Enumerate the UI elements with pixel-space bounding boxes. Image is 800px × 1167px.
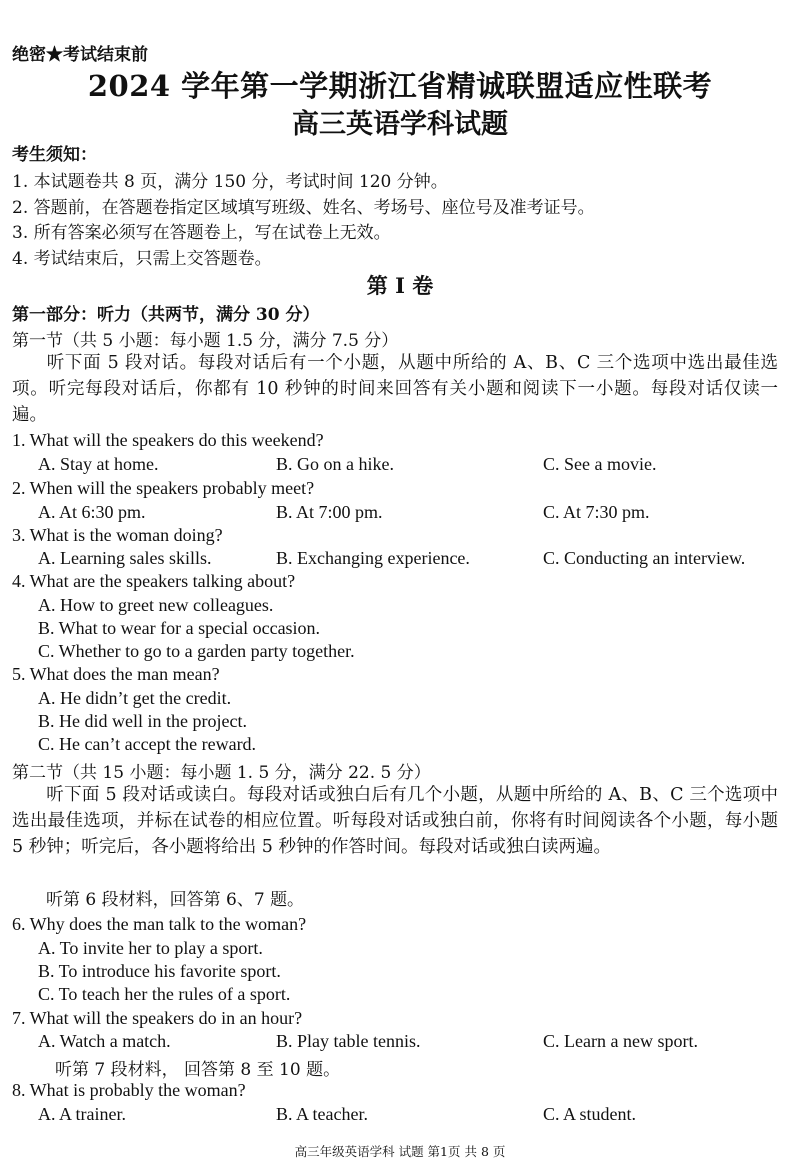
option-b: B. At 7:00 pm. [276, 502, 383, 522]
option-a: A. He didn’t get the credit. [38, 688, 232, 708]
note-item: 4. 考试结束后，只需上交答题卷。 [12, 249, 272, 269]
option-c: C. See a movie. [543, 454, 657, 474]
note-item: 1. 本试题卷共 8 页，满分 150 分，考试时间 120 分钟。 [12, 172, 448, 192]
option-b: B. What to wear for a special occasion. [38, 618, 321, 638]
option-a: A. Stay at home. [38, 454, 159, 474]
option-a: A. How to greet new colleagues. [38, 595, 274, 615]
confidential-mark: 绝密★考试结束前 [12, 45, 148, 65]
section2-heading: 第二节（共 15 小题：每小题 1. 5 分，满分 22. 5 分） [12, 763, 431, 783]
note-item: 2. 答题前，在答题卷指定区域填写班级、姓名、考场号、座位号及准考证号。 [12, 198, 595, 218]
option-b: B. Go on a hike. [276, 454, 394, 474]
option-c: C. He can’t accept the reward. [38, 734, 257, 754]
option-c: C. To teach her the rules of a sport. [38, 984, 291, 1004]
option-c: C. At 7:30 pm. [543, 502, 650, 522]
exam-title: 2024 学年第一学期浙江省精诚联盟适应性联考 [87, 69, 713, 103]
question-stem: 6. Why does the man talk to the woman? [12, 914, 307, 934]
option-c: C. Whether to go to a garden party together. [38, 641, 355, 661]
option-b: B. Exchanging experience. [276, 548, 470, 568]
question-stem: 4. What are the speakers talking about? [12, 571, 296, 591]
option-a: A. Watch a match. [38, 1031, 171, 1051]
option-b: B. To introduce his favorite sport. [38, 961, 281, 981]
option-c: C. Learn a new sport. [543, 1031, 698, 1051]
question-stem: 3. What is the woman doing? [12, 525, 223, 545]
option-b: B. He did well in the project. [38, 711, 247, 731]
volume-heading: 第 I 卷 [366, 273, 434, 298]
exam-subtitle: 高三英语学科试题 [292, 109, 508, 140]
note-item: 3. 所有答案必须写在答题卷上，写在试卷上无效。 [12, 223, 391, 243]
question-stem: 5. What does the man mean? [12, 664, 220, 684]
option-a: A. To invite her to play a sport. [38, 938, 263, 958]
section1-instructions: 听下面 5 段对话。每段对话后有一个小题，从题中所给的 A、B、C 三个选项中选出最佳选项。听完每段对话后，你都有 10 秒钟的时间来回答有关小题和阅读下一小题。每段对话仅读一遍。 [12, 353, 778, 425]
question-stem: 7. What will the speakers do in an hour? [12, 1008, 303, 1028]
section2-instructions: 听下面 5 段对话或读白。每段对话或独白后有几个小题，从题中所给的 A、B、C 三个选项中选出最佳选项，并标在试卷的相应位置。听每段对话或独白前，你将有时间阅读各个小题，每小题 5 秒钟；听完后，各小题将给出 5 秒钟的作答时间。每段对话或独白读两遍。 [12, 785, 778, 857]
page-footer: 高三年级英语学科 试题 第1页 共 8 页 [294, 1144, 506, 1159]
option-c: C. A student. [543, 1104, 637, 1124]
option-a: A. A trainer. [38, 1104, 126, 1124]
question-stem: 2. When will the speakers probably meet? [12, 478, 315, 498]
option-b: B. A teacher. [276, 1104, 368, 1124]
option-a: A. Learning sales skills. [38, 548, 212, 568]
option-a: A. At 6:30 pm. [38, 502, 146, 522]
part1-heading: 第一部分：听力（共两节，满分 30 分） [12, 305, 320, 325]
question-stem: 8. What is probably the woman? [12, 1080, 246, 1100]
notes-heading: 考生须知： [12, 145, 97, 165]
material-6-note: 听第 6 段材料，回答第 6、7 题。 [46, 890, 305, 910]
option-c: C. Conducting an interview. [543, 548, 746, 568]
material-7-note: 听第 7 段材料， 回答第 8 至 10 题。 [55, 1060, 341, 1080]
option-b: B. Play table tennis. [276, 1031, 421, 1051]
section1-heading: 第一节（共 5 小题：每小题 1.5 分，满分 7.5 分） [12, 331, 399, 351]
question-stem: 1. What will the speakers do this weekend? [12, 430, 324, 450]
